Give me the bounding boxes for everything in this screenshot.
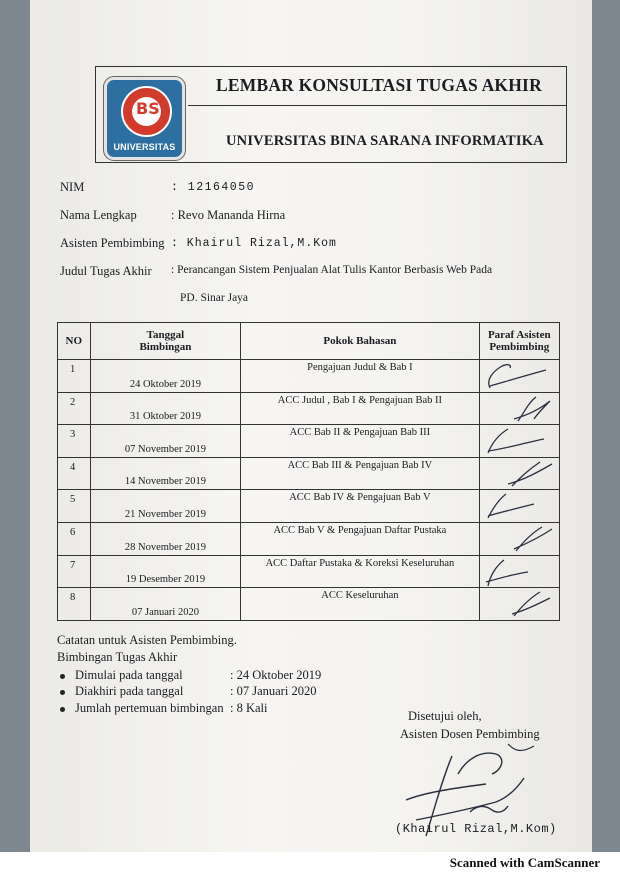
row-number: 5 — [70, 494, 76, 506]
approval-label: Disetujui oleh, — [408, 709, 482, 723]
summary-start-date: Dimulai pada tanggal : 24 Oktober 2019 — [60, 668, 183, 683]
row-topic: ACC Bab II & Pengajuan Bab III — [289, 427, 431, 439]
row-number: 6 — [70, 526, 76, 538]
table-row — [58, 392, 560, 425]
bullet-icon — [60, 674, 65, 679]
consultation-table — [57, 322, 560, 621]
table-row — [58, 555, 560, 588]
advisor-initial-signature — [484, 490, 554, 521]
row-date: 07 November 2019 — [124, 443, 206, 455]
advisor-initial-signature — [484, 458, 554, 489]
header-topic: Pokok Bahasan — [241, 323, 479, 360]
row-topic: ACC Bab IV & Pengajuan Bab V — [289, 492, 431, 504]
row-number: 3 — [70, 429, 76, 441]
row-topic: ACC Judul , Bab I & Pengajuan Bab II — [277, 394, 442, 406]
field-label-title: Judul Tugas Akhir — [60, 264, 152, 278]
row-date: 21 November 2019 — [124, 508, 206, 520]
document-title: LEMBAR KONSULTASI TUGAS AKHIR — [216, 75, 542, 95]
notes-subheading: Bimbingan Tugas Akhir — [57, 650, 178, 664]
header-no: NO — [58, 323, 91, 360]
advisor-initial-signature — [484, 523, 554, 554]
document-header — [95, 66, 567, 163]
field-value-title-continuation: PD. Sinar Jaya — [180, 292, 249, 304]
row-date: 19 Desember 2019 — [125, 574, 206, 586]
table-row — [58, 457, 560, 490]
advisor-initial-signature — [484, 425, 554, 456]
advisor-initial-signature — [484, 556, 554, 587]
logo-emblem: BSI — [121, 86, 172, 137]
row-topic: ACC Bab V & Pengajuan Daftar Pustaka — [273, 524, 447, 536]
advisor-name: (Khairul Rizal,M.Kom) — [395, 822, 557, 836]
university-name: UNIVERSITAS BINA SARANA INFORMATIKA — [226, 133, 544, 149]
field-value-advisor: : Khairul Rizal,M.Kom — [171, 237, 337, 250]
row-date: 07 Januari 2020 — [131, 606, 199, 618]
field-label-advisor: Asisten Pembimbing — [60, 236, 165, 250]
logo-label: UNIVERSITAS — [113, 142, 176, 152]
row-number: 1 — [70, 364, 76, 375]
row-topic: ACC Daftar Pustaka & Koreksi Keseluruhan — [265, 557, 455, 569]
row-topic: ACC Bab III & Pengajuan Bab IV — [287, 459, 433, 471]
row-date: 14 November 2019 — [124, 476, 206, 488]
table-header-row — [58, 323, 560, 360]
university-logo — [104, 77, 185, 160]
header-signature: Paraf Asisten Pembimbing — [479, 323, 559, 360]
header-divider — [188, 105, 566, 106]
bullet-icon — [60, 707, 65, 712]
approval-role: Asisten Dosen Pembimbing — [400, 727, 540, 741]
summary-end-date: Diakhiri pada tanggal : 07 Januari 2020 — [60, 684, 183, 699]
row-number: 2 — [70, 396, 76, 408]
row-number: 4 — [70, 461, 76, 473]
table-row — [58, 522, 560, 555]
summary-meeting-count: Jumlah pertemuan bimbingan : 8 Kali — [60, 701, 224, 716]
row-date: 28 November 2019 — [124, 541, 206, 553]
row-date: 31 Oktober 2019 — [129, 411, 201, 423]
row-number: 7 — [70, 559, 76, 571]
table-row — [58, 588, 560, 621]
row-topic: ACC Keseluruhan — [321, 590, 399, 602]
advisor-initial-signature — [484, 360, 554, 391]
notes-block — [57, 632, 237, 666]
notes-heading: Catatan untuk Asisten Pembimbing. — [57, 633, 237, 647]
advisor-initial-signature — [484, 393, 554, 424]
field-value-nim: : 12164050 — [171, 181, 256, 194]
row-date: 24 Oktober 2019 — [129, 378, 201, 390]
bullet-icon — [60, 690, 65, 695]
scanner-watermark: Scanned with CamScanner — [449, 855, 600, 870]
table-row — [58, 425, 560, 458]
header-date: Tanggal Bimbingan — [90, 323, 241, 360]
row-number: 8 — [70, 592, 76, 604]
field-value-title: : Perancangan Sistem Penjualan Alat Tulis Kantor Berbasis Web Pada — [171, 264, 493, 276]
table-row — [58, 490, 560, 523]
advisor-initial-signature — [484, 588, 554, 619]
table-row — [58, 360, 560, 393]
field-label-name: Nama Lengkap — [60, 208, 137, 222]
row-topic: Pengajuan Judul & Bab I — [307, 362, 413, 373]
field-label-nim: NIM — [60, 180, 85, 194]
field-value-name: : Revo Mananda Hirna — [171, 208, 286, 222]
